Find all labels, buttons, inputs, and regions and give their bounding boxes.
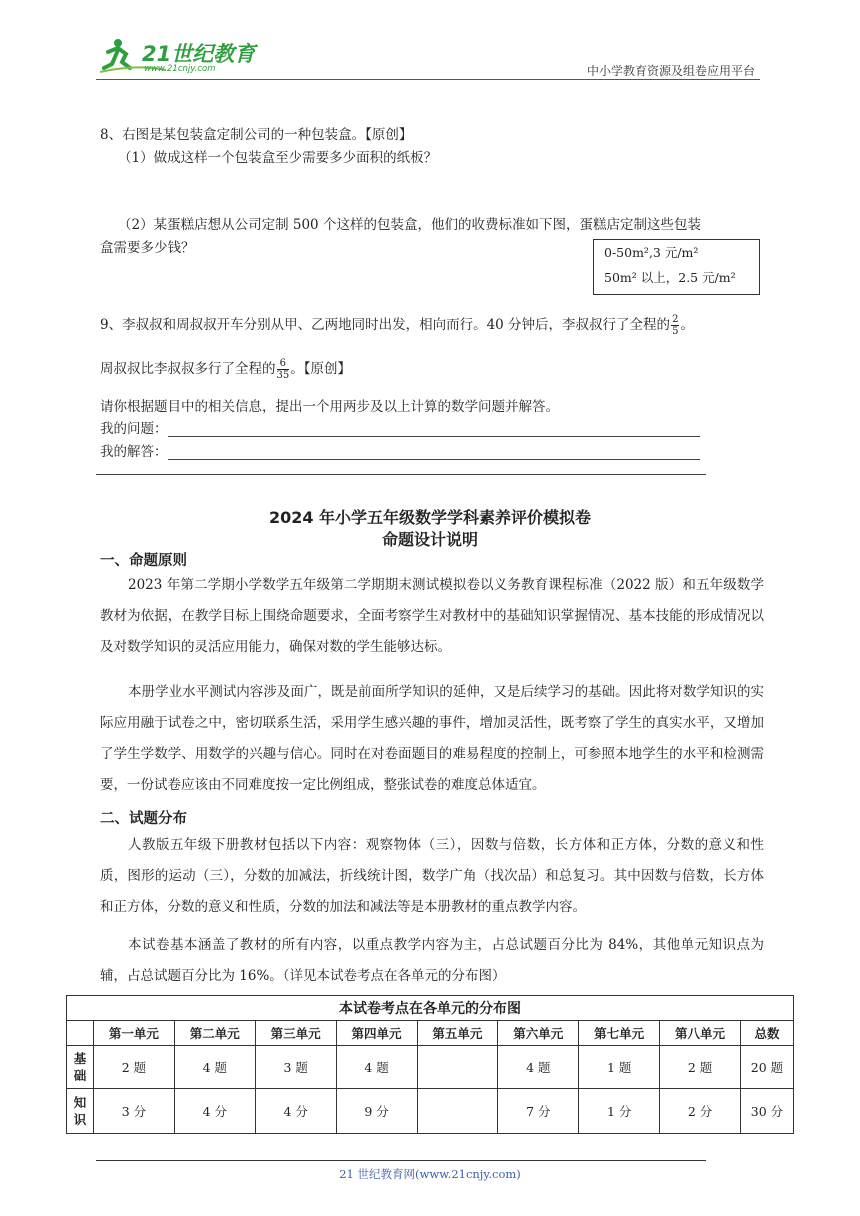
row-label-char: 础 bbox=[73, 1068, 87, 1083]
answer-extra-line bbox=[96, 474, 706, 475]
table-header: 第一单元 bbox=[94, 1021, 175, 1046]
fraction-two-fifths bbox=[671, 314, 679, 337]
doc-subtitle: 命题设计说明 bbox=[381, 530, 478, 549]
table-cell bbox=[417, 1089, 498, 1134]
table-cell: 3 题 bbox=[255, 1046, 336, 1089]
table-cell: 1 题 bbox=[579, 1046, 660, 1089]
section1-heading: 一、命题原则 bbox=[100, 553, 187, 569]
q8-title: 8、右图是某包装盒定制公司的一种包装盒。【原创】 bbox=[100, 127, 413, 143]
table-cell: 2 题 bbox=[660, 1046, 741, 1089]
footer-divider bbox=[96, 1160, 706, 1161]
row-label-char: 基 bbox=[73, 1051, 87, 1066]
table-header: 第六单元 bbox=[498, 1021, 579, 1046]
table-row bbox=[67, 1089, 794, 1134]
logo-text: 21世纪教育 bbox=[142, 42, 256, 66]
section1-para1: 2023 年第二学期小学数学五年级第二学期期末测试模拟卷以义务教育课程标准（2022 版）和五年级数学教材为依据，在教学目标上围绕命题要求，全面考察学生对教材中的基础知识掌握情况、基本技能的形成情况以及对数学知识的灵活应用能力，确保对数的学生能够达标。 bbox=[100, 577, 764, 655]
row-label-knowledge bbox=[67, 1089, 94, 1134]
table-cell: 20 题 bbox=[741, 1046, 794, 1089]
table-header: 第七单元 bbox=[579, 1021, 660, 1046]
my-question-row bbox=[100, 417, 700, 437]
logo-url: www.21cnjy.com bbox=[144, 64, 216, 74]
q9-line1 bbox=[100, 313, 694, 337]
table-header: 第八单元 bbox=[660, 1021, 741, 1046]
section1-para2: 本册学业水平测试内容涉及面广，既是前面所学知识的延伸，又是后续学习的基础。因此将对数学知识的实际应用融于试卷之中，密切联系生活，采用学生感兴趣的事件，增加灵活性，既考察了学生的真实水平，又增加了学生学数学、用数学的兴趣与信心。同时在对卷面题目的难易程度的控制上，可参照本地学生的水平和检测需要，一份试卷应该由不同难度按一定比例组成，整张试卷的难度总体适宜。 bbox=[100, 684, 764, 793]
table-row bbox=[67, 1046, 794, 1089]
fraction-denominator: 35 bbox=[276, 370, 290, 381]
site-logo bbox=[96, 34, 266, 78]
section2-para2: 本试卷基本涵盖了教材的所有内容，以重点教学内容为主，占总试题百分比为 84%，其他单元知识点为辅，占总试题百分比为 16%。（详见本试卷考点在各单元的分布图） bbox=[100, 937, 764, 984]
header-platform-text: 中小学教育资源及组卷应用平台 bbox=[586, 64, 755, 78]
pricing-box bbox=[593, 239, 760, 295]
table-cell: 4 题 bbox=[174, 1046, 255, 1089]
answer-line[interactable] bbox=[168, 447, 700, 460]
header-divider bbox=[96, 79, 760, 80]
question-answer-line[interactable] bbox=[168, 424, 700, 437]
table-cell: 2 分 bbox=[660, 1089, 741, 1134]
my-answer-label: 我的解答： bbox=[100, 444, 168, 460]
q9-instruction: 请你根据题目中的相关信息，提出一个用两步及以上计算的数学问题并解答。 bbox=[100, 399, 559, 415]
table-header: 第四单元 bbox=[336, 1021, 417, 1046]
q9-line1-text: 9、李叔叔和周叔叔开车分别从甲、乙两地同时出发，相向而行。40 分钟后，李叔叔行了全程的 bbox=[100, 317, 671, 333]
q9-line1-end: 。 bbox=[680, 317, 694, 333]
q8-part2-line1: （2）某蛋糕店想从公司定制 500 个这样的包装盒，他们的收费标准如下图，蛋糕店定制这些包装 bbox=[118, 217, 701, 233]
fraction-numerator: 6 bbox=[277, 358, 290, 370]
q8-part2-line2: 盒需要多少钱？ bbox=[100, 240, 195, 256]
q9-line2-end: 。【原创】 bbox=[290, 361, 351, 377]
table-cell: 4 题 bbox=[336, 1046, 417, 1089]
q8-part1: （1）做成这样一个包装盒至少需要多少面积的纸板？ bbox=[118, 150, 438, 166]
table-cell bbox=[417, 1046, 498, 1089]
table-cell: 9 分 bbox=[336, 1089, 417, 1134]
section2-heading: 二、试题分布 bbox=[100, 811, 187, 827]
table-header: 第二单元 bbox=[174, 1021, 255, 1046]
pricing-rate-2: 50m² 以上，2.5 元/m² bbox=[604, 270, 736, 285]
table-cell: 4 分 bbox=[174, 1089, 255, 1134]
table-corner bbox=[67, 1021, 94, 1046]
pricing-rate-1: 0-50m²,3 元/m² bbox=[604, 245, 699, 260]
table-cell: 4 题 bbox=[498, 1046, 579, 1089]
table-cell: 7 分 bbox=[498, 1089, 579, 1134]
fraction-denominator: 5 bbox=[672, 326, 679, 337]
footer-link[interactable]: 21 世纪教育网(www.21cnjy.com) bbox=[339, 1167, 521, 1181]
table-cell: 2 题 bbox=[94, 1046, 175, 1089]
distribution-table bbox=[66, 995, 794, 1134]
row-label-char: 识 bbox=[73, 1112, 87, 1127]
table-header: 第五单元 bbox=[417, 1021, 498, 1046]
table-cell: 3 分 bbox=[94, 1089, 175, 1134]
row-label-char: 知 bbox=[73, 1095, 87, 1110]
my-answer-row bbox=[100, 440, 700, 460]
fraction-numerator: 2 bbox=[672, 314, 679, 325]
table-header: 第三单元 bbox=[255, 1021, 336, 1046]
row-label-basic bbox=[67, 1046, 94, 1089]
my-question-label: 我的问题： bbox=[100, 421, 168, 437]
section2-para1: 人教版五年级下册教材包括以下内容：观察物体（三），因数与倍数，长方体和正方体，分数的意义和性质，图形的运动（三），分数的加减法，折线统计图，数学广角（找次品）和总复习。其中因数与倍数，长方体和正方体，分数的意义和性质，分数的加法和减法等是本册教材的重点教学内容。 bbox=[100, 837, 764, 915]
table-caption: 本试卷考点在各单元的分布图 bbox=[67, 996, 794, 1021]
q9-line2-text: 周叔叔比李叔叔多行了全程的 bbox=[100, 361, 276, 377]
table-cell: 30 分 bbox=[741, 1089, 794, 1134]
table-cell: 1 分 bbox=[579, 1089, 660, 1134]
doc-title: 2024 年小学五年级数学学科素养评价模拟卷 bbox=[268, 508, 592, 527]
q9-line2 bbox=[100, 357, 351, 381]
table-header: 总数 bbox=[741, 1021, 794, 1046]
table-cell: 4 分 bbox=[255, 1089, 336, 1134]
fraction-six-thirtyfifths bbox=[277, 358, 290, 381]
